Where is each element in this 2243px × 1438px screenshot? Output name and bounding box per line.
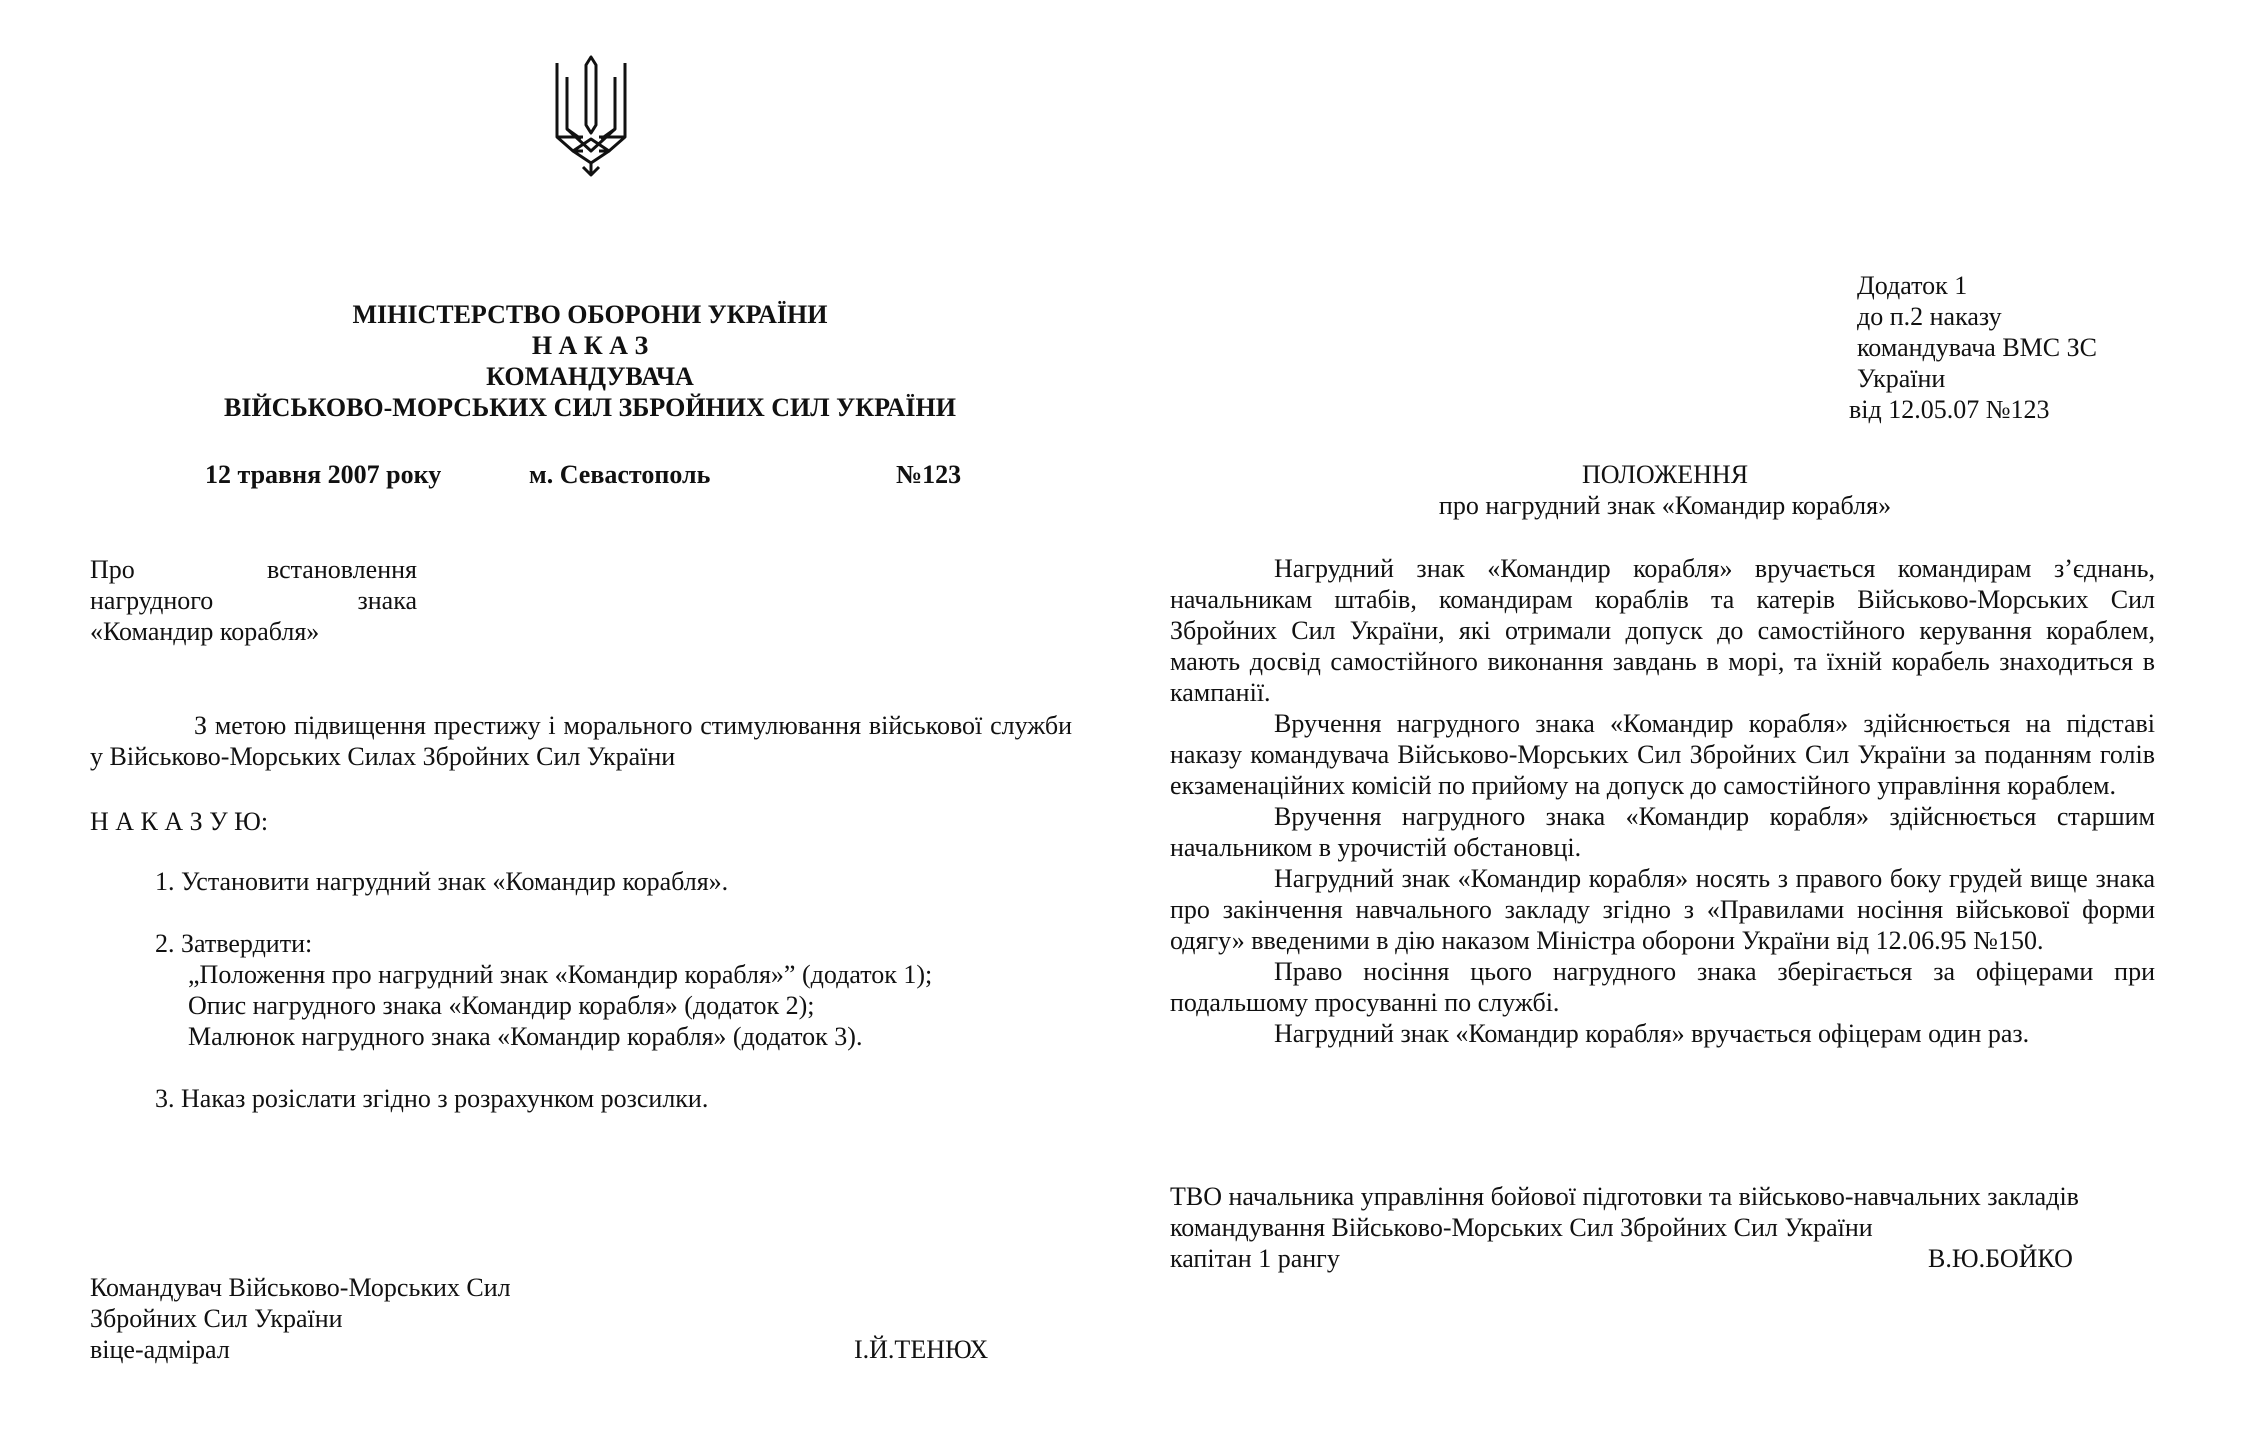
order-subitem: „Положення про нагрудний знак «Командир корабля»” (додаток 1); (188, 960, 933, 989)
preamble-paragraph: З метою підвищення престижу і морального стимулювання військової служби у Військово-Морських Силах Збройних Сил України (90, 711, 1072, 771)
date-place-number-line (0, 459, 1040, 491)
signer-name: І.Й.ТЕНЮХ (854, 1335, 989, 1364)
regulation-paragraph: Нагрудний знак «Командир корабля» вручається командирам з’єднань, начальникам штабів, командирам кораблів та катерів Військово-Морських Сил Збройних Сил України, які отримали допуск до самостійного керування кораблем, мають досвід самостійного виконання завдань в морі, та їхній корабель знаходиться в кампанії. (1170, 554, 2155, 707)
subject-word: встановлення (266, 555, 417, 584)
trident-coat-of-arms-icon (553, 55, 629, 177)
order-subitem: Опис нагрудного знака «Командир корабля» (додаток 2); (188, 991, 815, 1020)
order-header (140, 299, 1040, 423)
subject-line: «Командир корабля» (90, 617, 320, 646)
regulation-title: ПОЛОЖЕННЯ (1581, 460, 1749, 489)
annex-line: Додаток 1 (1857, 271, 1968, 300)
officer-signature-block (1170, 1181, 2130, 1274)
order-subject (90, 554, 417, 647)
regulation-paragraph: Право носіння цього нагрудного знака зберігається за офіцерами при подальшому просуванні по службі. (1170, 957, 2155, 1017)
signer-position: Збройних Сил України (90, 1304, 343, 1333)
subject-word: нагрудного (90, 586, 214, 615)
order-date: 12 травня 2007 року (205, 460, 442, 489)
annex-line: командувача ВМС ЗС (1857, 333, 2097, 362)
regulation-paragraph: Нагрудний знак «Командир корабля» носять з правого боку грудей вище знака про закінчення навчального закладу згідно з «Правилами носіння військової форми одягу» введеними в дію наказом Міністра оборони України від 12.06.95 №150. (1170, 864, 2155, 955)
commander-signature-block (90, 1272, 1010, 1365)
commander-title: КОМАНДУВАЧА (486, 362, 694, 391)
subject-word: знака (357, 586, 417, 615)
regulation-paragraph: Вручення нагрудного знака «Командир корабля» здійснюється старшим начальником в урочистій обстановці. (1170, 802, 2155, 862)
annex-line: України (1857, 364, 1946, 393)
regulation-body (1170, 553, 2155, 1049)
order-items (155, 866, 1055, 1114)
order-subitem: Малюнок нагрудного знака «Командир корабля» (додаток 3). (188, 1022, 863, 1051)
document-type: Н А К А З (531, 331, 649, 360)
signer-position: командування Військово-Морських Сил Збройних Сил України (1170, 1213, 1873, 1242)
annex-line: до п.2 наказу (1857, 302, 2002, 331)
signer-position: Командувач Військово-Морських Сил (90, 1273, 511, 1302)
signer-name: В.Ю.БОЙКО (1928, 1244, 2073, 1273)
regulation-title-block (1170, 459, 2160, 521)
order-item-2: 2. Затвердити: (155, 929, 313, 958)
regulation-paragraph: Вручення нагрудного знака «Командир корабля» здійснюється на підставі наказу командувача Військово-Морських Сил Збройних Сил України за поданням голів екзаменаційних комісій по прийому на допуск до самостійного управління кораблем. (1170, 709, 2155, 800)
annex-line: від 12.05.07 №123 (1849, 395, 2050, 424)
order-number: №123 (896, 460, 962, 489)
order-heading: Н А К А З У Ю: (90, 807, 269, 836)
ministry-title: МІНІСТЕРСТВО ОБОРОНИ УКРАЇНИ (352, 300, 828, 329)
regulation-subtitle: про нагрудний знак «Командир корабля» (1438, 491, 1892, 520)
forces-title: ВІЙСЬКОВО-МОРСЬКИХ СИЛ ЗБРОЙНИХ СИЛ УКРАЇНИ (224, 393, 956, 422)
order-city: м. Севастополь (529, 460, 711, 489)
signer-rank: віце-адмірал (90, 1335, 230, 1364)
regulation-paragraph: Нагрудний знак «Командир корабля» вручається офіцерам один раз. (1274, 1019, 2030, 1048)
subject-word: Про (90, 555, 135, 584)
order-item-3: 3. Наказ розіслати згідно з розрахунком розсилки. (155, 1084, 709, 1113)
signer-rank: капітан 1 рангу (1170, 1244, 1340, 1273)
order-item-1: 1. Установити нагрудний знак «Командир корабля». (155, 867, 729, 896)
annex-note (1849, 270, 2237, 425)
signer-position: ТВО начальника управління бойової підготовки та військово-навчальних закладів (1170, 1182, 2079, 1211)
